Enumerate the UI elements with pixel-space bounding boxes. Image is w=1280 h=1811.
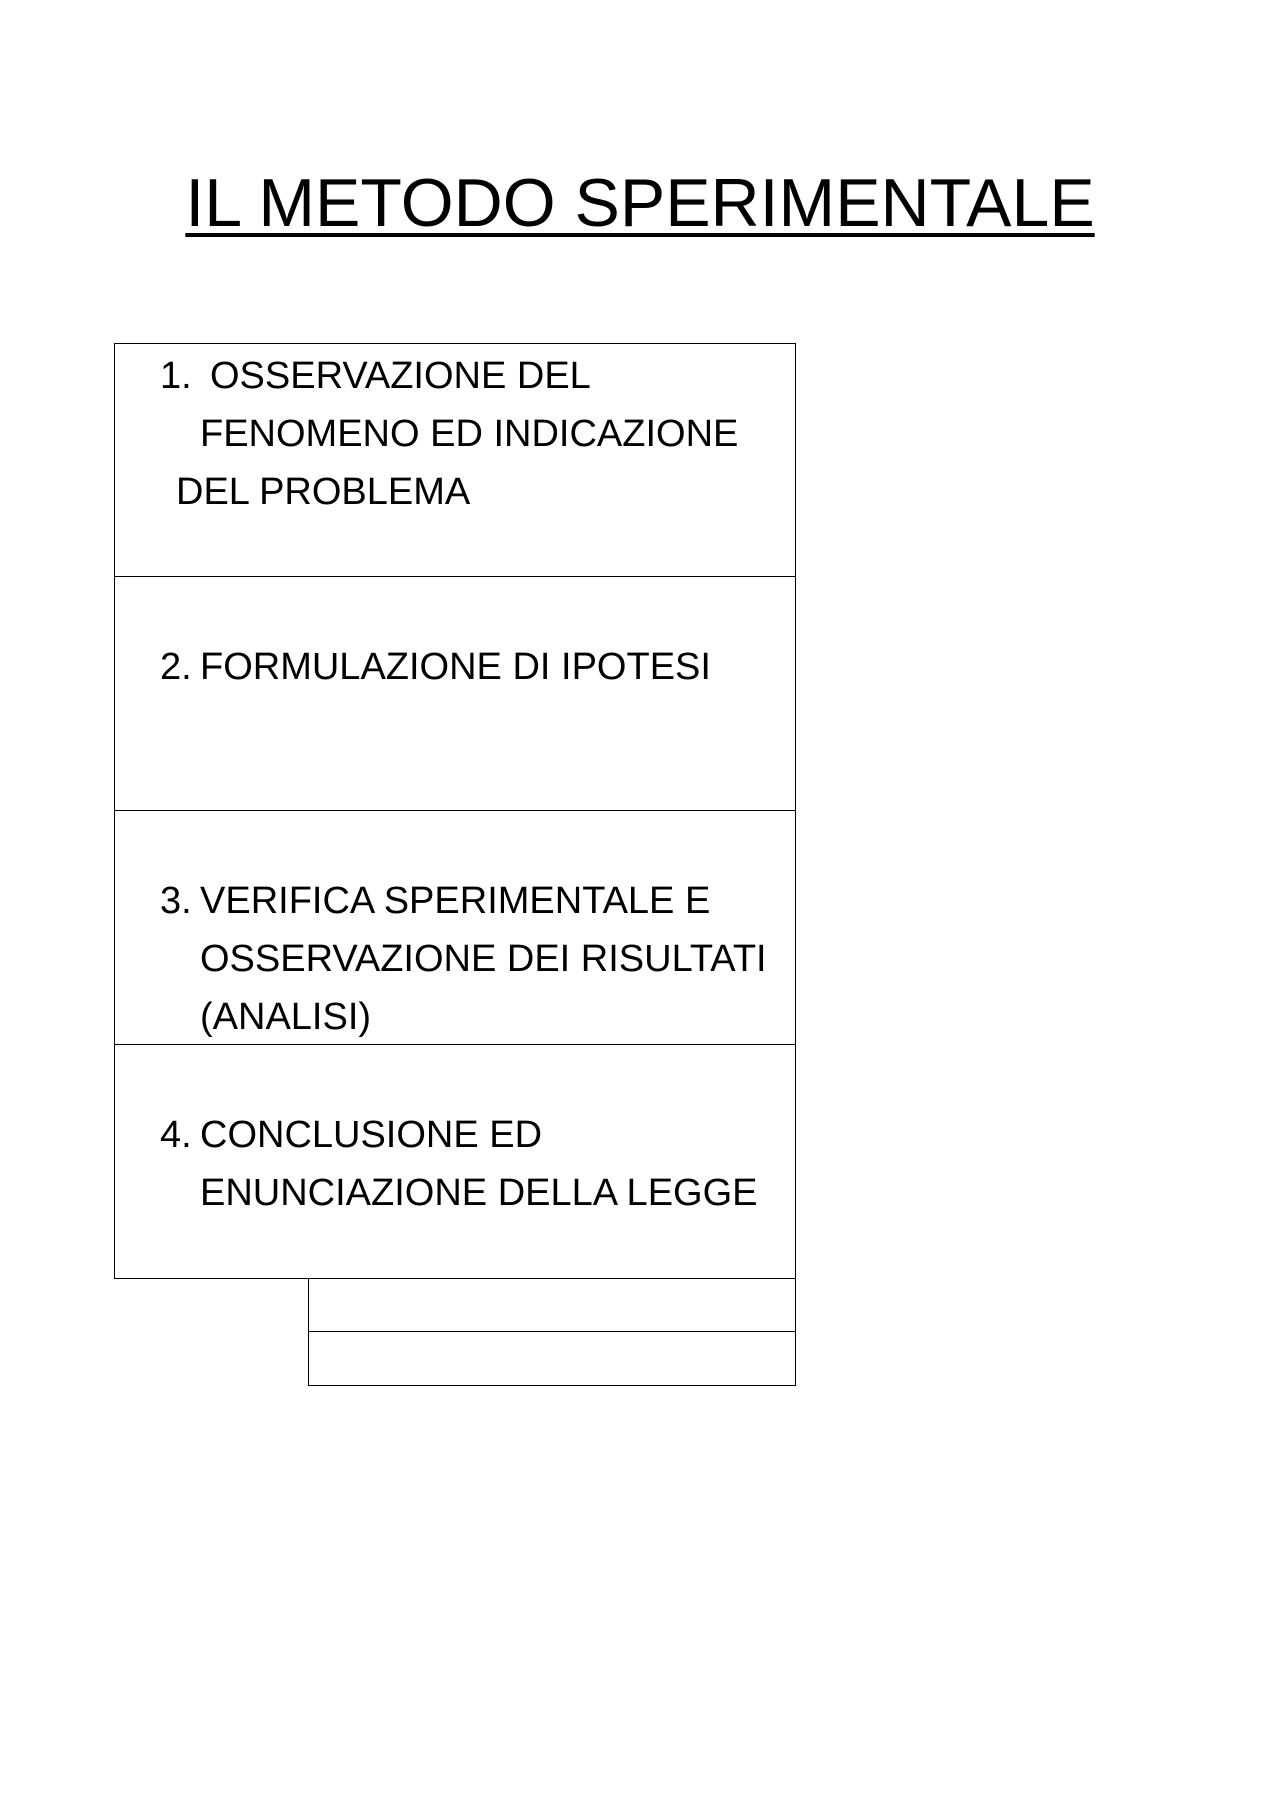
step-1-line-3: DEL PROBLEMA [176,471,471,513]
step-number-1: 1. [160,355,192,397]
step-2-line-1: FORMULAZIONE DI IPOTESI [200,646,711,688]
step-number-4: 4. [160,1114,192,1156]
empty-box-1 [308,1278,796,1332]
empty-box-2 [308,1331,796,1386]
step-4-line-2: ENUNCIAZIONE DELLA LEGGE [200,1172,758,1214]
step-1-line-1: OSSERVAZIONE DEL [210,355,591,397]
step-3-line-1: VERIFICA SPERIMENTALE E [200,880,711,922]
page-title: IL METODO SPERIMENTALE [185,165,1095,241]
step-number-2: 2. [160,646,192,688]
step-1-line-2: FENOMENO ED INDICAZIONE [200,413,739,455]
step-4-line-1: CONCLUSIONE ED [200,1114,543,1156]
step-number-3: 3. [160,880,192,922]
step-3-line-2: OSSERVAZIONE DEI RISULTATI [200,938,767,980]
step-3-line-3: (ANALISI) [200,996,372,1038]
